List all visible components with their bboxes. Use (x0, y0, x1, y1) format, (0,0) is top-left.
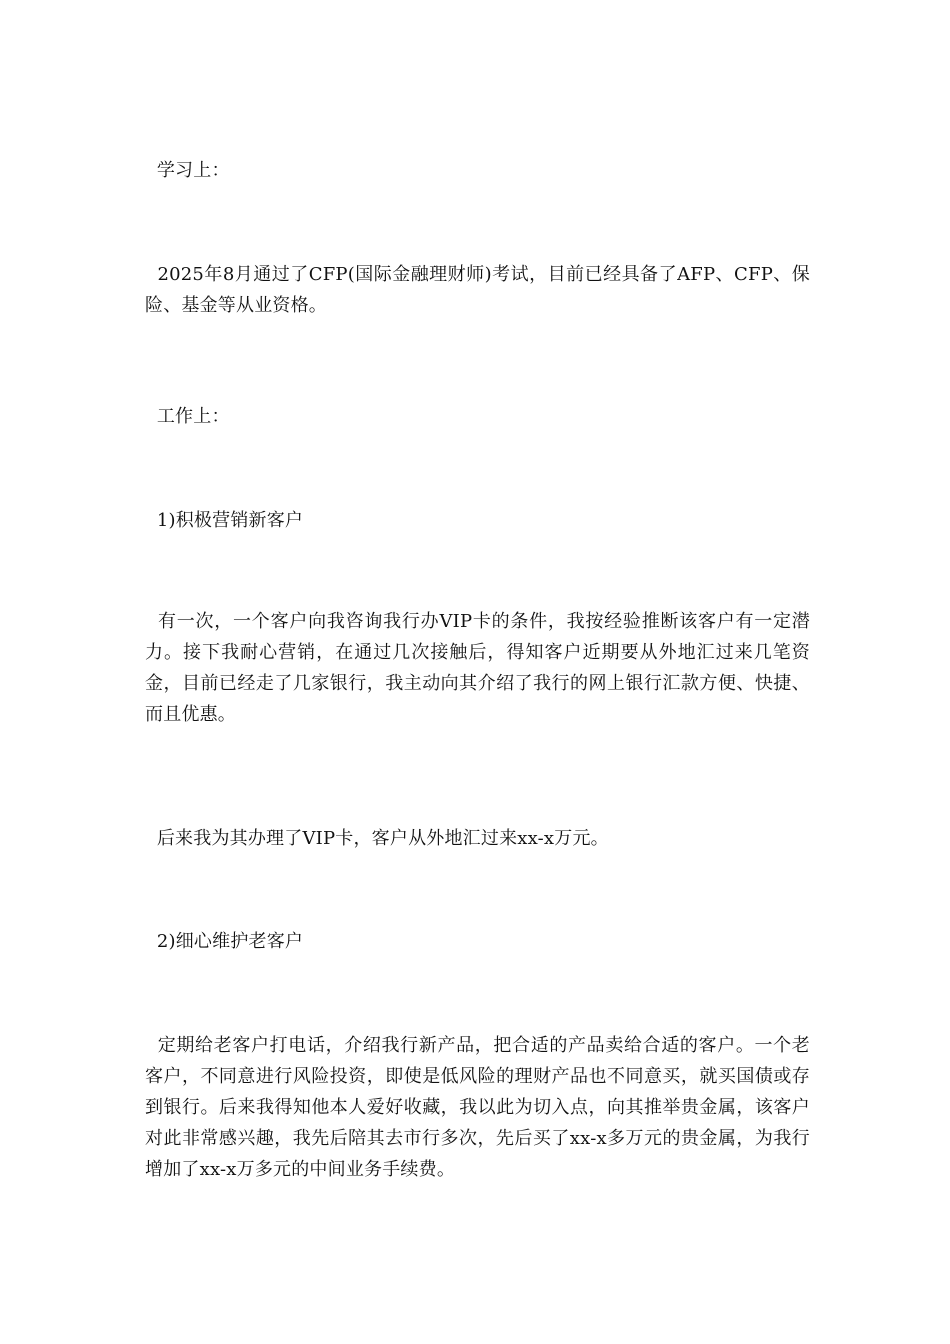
heading-study: 学习上： (145, 160, 230, 181)
paragraph-vip-result: 后来我为其办理了VIP卡，客户从外地汇过来xx-x万元。 (145, 828, 609, 849)
paragraph-new-client-story: 有一次，一个客户向我咨询我行办VIP卡的条件，我按经验推断该客户有一定潜力。接下我耐心营销，在通过几次接触后，得知客户近期要从外地汇过来几笔资金，目前已经走了几家银行，我主动向其介绍了我行的网上银行汇款方便、快捷、而且优惠。 (145, 611, 811, 725)
subheading-old-clients: 2)细心维护老客户 (145, 931, 304, 952)
subheading-new-clients: 1)积极营销新客户 (145, 510, 304, 531)
paragraph-old-client-story: 定期给老客户打电话，介绍我行新产品，把合适的产品卖给合适的客户。一个老客户，不同意进行风险投资，即使是低风险的理财产品也不同意买，就买国债或存到银行。后来我得知他本人爱好收藏，我以此为切入点，向其推举贵金属，该客户对此非常感兴趣，我先后陪其去市行多次，先后买了xx-x多万元的贵金属，为我行增加了xx-x万多元的中间业务手续费。 (145, 1035, 811, 1180)
paragraph-certification: 2025年8月通过了CFP(国际金融理财师)考试，目前已经具备了AFP、CFP、保险、基金等从业资格。 (145, 264, 811, 316)
heading-work: 工作上： (145, 406, 230, 427)
